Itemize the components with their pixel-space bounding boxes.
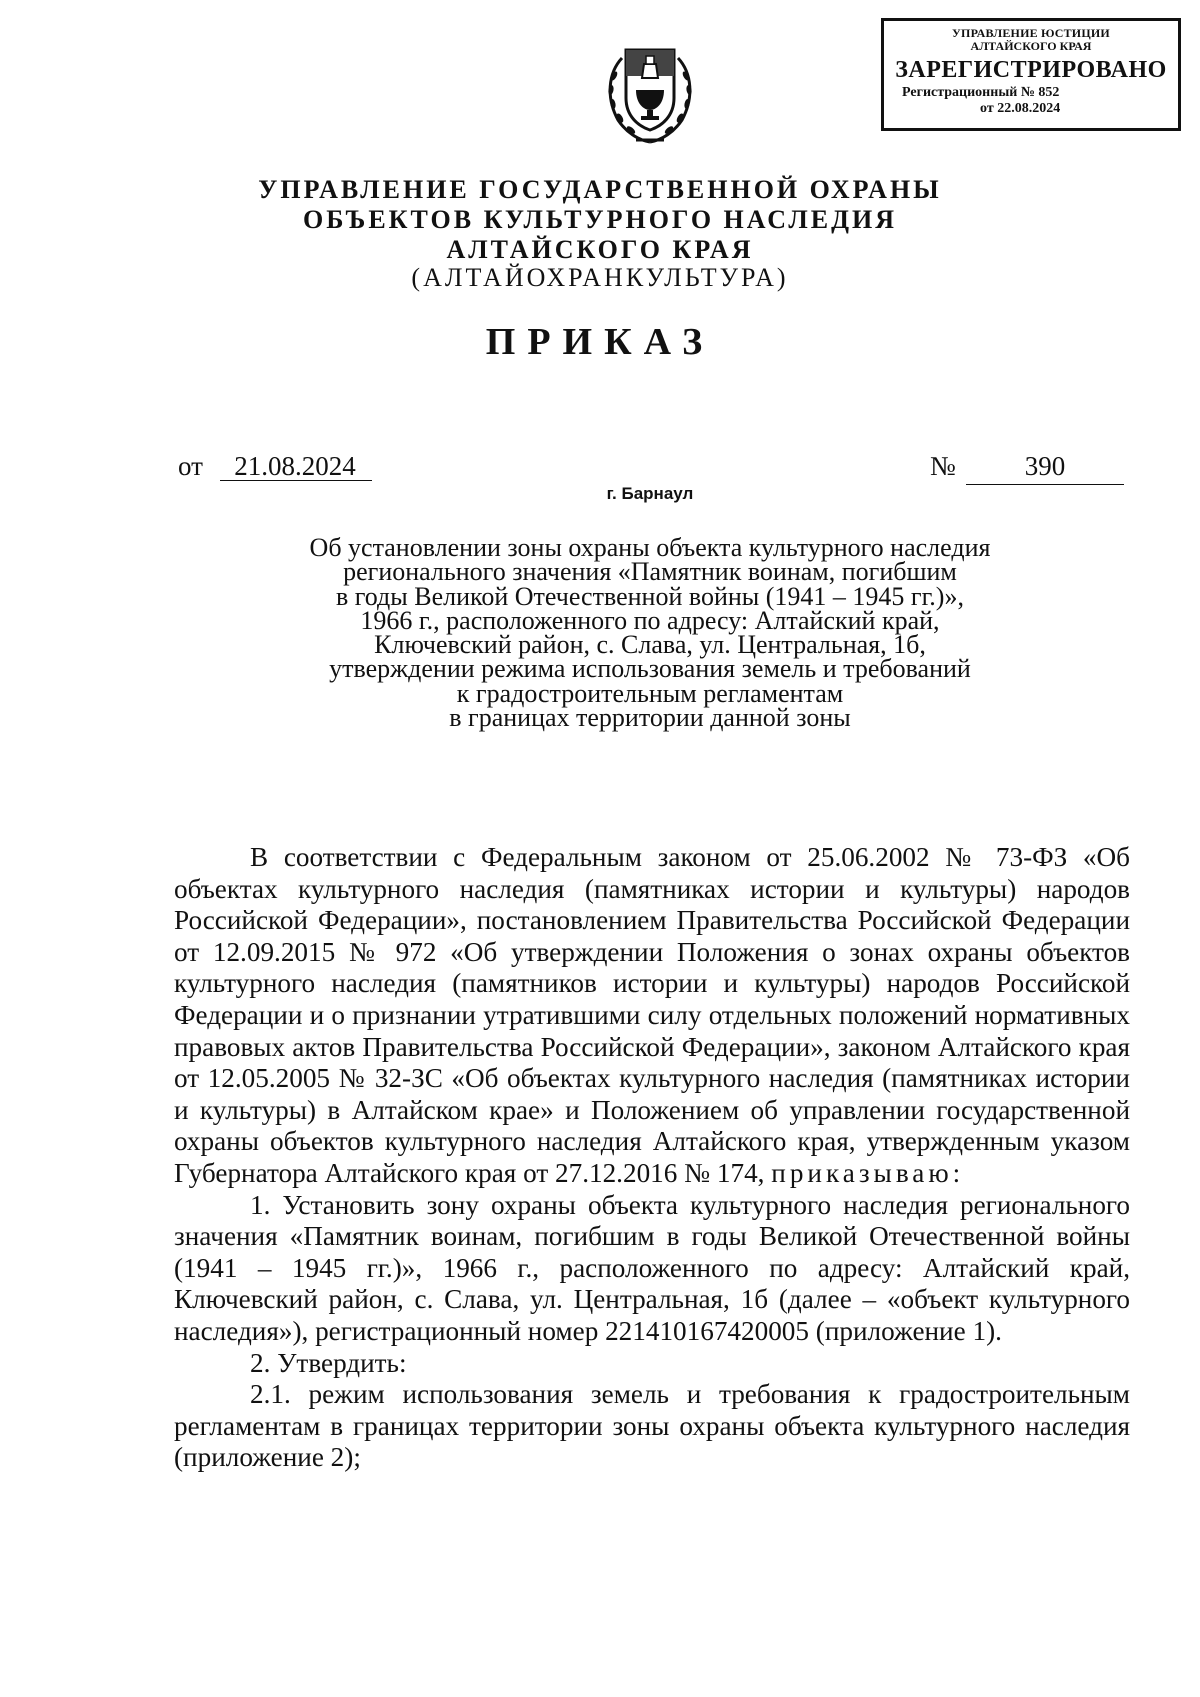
subject-line: Ключевский район, с. Слава, ул. Центральная, 1б, [374,630,926,660]
item-1: 1. Установить зону охраны объекта культурного наследия регионального значения «Памятник воинам, погибшим в годы Великой Отечественной войны (1941 – 1945 гг.)», 1966 г., расположенного по адресу: Алтайский край, Ключевский район, с. Слава, ул. Центральная, 1б (далее – «объект культурного наследия»), регистрационный номер 221410167420005 (приложение 1). [174,1189,1130,1346]
subject-line: регионального значения «Памятник воинам, погибшим [343,557,957,587]
subject-line: Об установлении зоны охраны объекта культурного наследия [309,533,991,562]
stamp-reg-date: от 22.08.2024 [980,101,1061,116]
preamble-paragraph [174,842,1130,1190]
date-prefix: от [178,451,203,481]
subject-line: утверждении режима использования земель и требований [329,654,971,684]
stamp-authority-line2: АЛТАЙСКОГО КРАЯ [970,39,1092,53]
order-number: 390 [1024,451,1066,481]
item-2: 2. Утвердить: [250,1347,407,1378]
order-word: приказываю: [771,1157,965,1188]
order-body [174,842,1130,1474]
subject-line: 1966 г., расположенного по адресу: Алтайский край, [360,605,940,635]
item-2-1: 2.1. режим использования земель и требования к градостроительным регламентам в границах территории зоны охраны объекта культурного наследия (приложение 2); [174,1379,1130,1473]
header-line2: ОБЪЕКТОВ КУЛЬТУРНОГО НАСЛЕДИЯ [303,205,897,234]
registration-stamp [881,18,1181,131]
stamp-reg-number: Регистрационный № 852 [902,85,1060,100]
stamp-status: ЗАРЕГИСТРИРОВАНО [895,57,1167,83]
stamp-authority-line1: УПРАВЛЕНИЕ ЮСТИЦИИ [952,26,1110,40]
order-title: ПРИКАЗ [485,321,715,363]
coat-of-arms-icon [600,28,700,148]
subject-line: в границах территории данной зоны [449,703,851,733]
city: г. Барнаул [606,484,694,503]
subject-line: к градостроительным регламентам [456,678,844,708]
date-underline [220,480,372,481]
order-subject [200,533,1100,733]
header-line4: (АЛТАЙОХРАНКУЛЬТУРА) [411,263,789,292]
number-prefix: № [930,451,956,481]
subject-line: в годы Великой Отечественной войны (1941 – 1945 гг.)», [336,581,964,611]
order-date: 21.08.2024 [234,451,356,481]
preamble-text: В соответствии с Федеральным законом от 25.06.2002 № 73-ФЗ «Об объектах культурного наследия (памятниках истории и культуры) народов Российской Федерации», постановлением Правительства Российской Федерации от 12.09.2015 № 972 «Об утверждении Положения о зонах охраны объектов культурного наследия (памятников истории и культуры) народов Российской Федерации и о признании утратившими силу отдельных положений нормативных правовых актов Правительства Российской Федерации», законом Алтайского края от 12.05.2005 № 32-ЗС «Об объектах культурного наследия (памятниках истории и культуры) в Алтайском крае» и Положением об управлении государственной охраны объектов культурного наследия Алтайского края, утвержденным указом Губернатора Алтайского края от 27.12.2016 № 174, [174,842,1130,1188]
header-line3: АЛТАЙСКОГО КРАЯ [446,235,754,264]
header-line1: УПРАВЛЕНИЕ ГОСУДАРСТВЕННОЙ ОХРАНЫ [258,175,942,204]
